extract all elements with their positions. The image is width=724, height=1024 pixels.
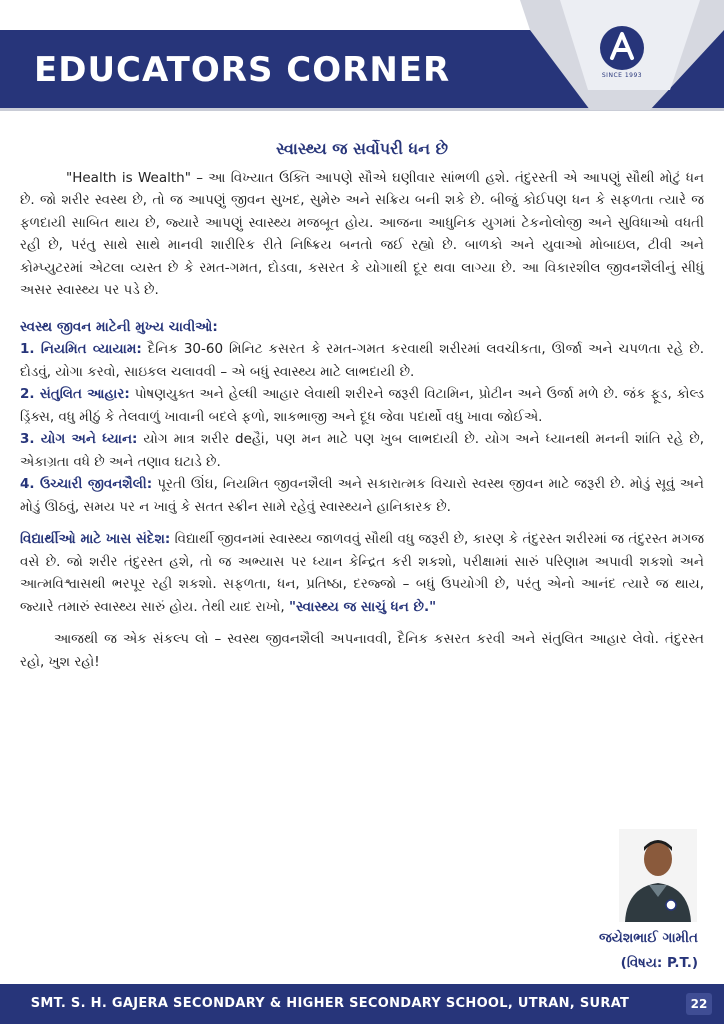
point-text: દૈનિક 30-60 મિનિટ કસરત કે રમત-ગમત કરવાથી શરીરમાં લવચીકતા, ઊર્જા અને ચપળતા રહે છે. દોડવું, યોગા કરવો, સાઇકલ ચલાવવી – એ બધું સ્વાસ્થ્ય માટે લાભદાયી છે. bbox=[20, 341, 704, 380]
school-logo bbox=[520, 0, 724, 112]
closing-paragraph: આજથી જ એક સંકલ્પ લો – સ્વસ્થ જીવનશૈલી અપનાવવી, દૈનિક કસરત કરવી અને સંતુલિત આહાર લેવો. તંદુરસ્ત રહો, ખુશ રહો! bbox=[20, 631, 704, 670]
page-number: 22 bbox=[686, 993, 712, 1015]
footer-school-name: SMT. S. H. GAJERA SECONDARY & HIGHER SECONDARY SCHOOL, UTRAN, SURAT bbox=[30, 996, 630, 1011]
logo-since-text: SINCE 1993 bbox=[601, 72, 643, 79]
intro-paragraph: "Health is Wealth" – આ વિખ્યાત ઉક્તિ આપણે સૌએ ઘણીવાર સાંભળી હશે. તંદુરસ્તી એ આપણું સૌથી મોટું ધન છે. જો શરીર સ્વસ્થ છે, તો જ આપણું જીવન સુખદ, સુમેરુ અને સક્રિય બની શકે છે. બીજું કોઈપણ ધન કે સફળતા ત્યારે જ ફળદાયી સાબિત થાય છે, જ્યારે આપણું સ્વાસ્થ્ય મજબૂત હોય. આજના આધુનિક યુગમાં ટેકનોલોજી અને સુવિધાઓ વધતી રહી છે, પરંતુ સાથે સાથે માનવી શારીરિક રીતે નિષ્ક્રિય બનતો જઈ રહ્યો છે. બાળકો અને યુવાઓ મોબાઇલ, ટીવી અને કોમ્પ્યુટરમાં એટલા વ્યસ્ત છે કે રમત-ગમત, દોડવા, કસરત કે યોગાથી દૂર થવા લાગ્યા છે. આ વિકારશીલ જીવનશૈલીનું સીધું અસર સ્વાસ્થ્ય પર પડે છે. bbox=[20, 169, 704, 298]
footer-bar bbox=[0, 984, 724, 1024]
point-text: યોગ માત્ર શરીર deહૈાં, પણ મન માટે પણ ખુબ લાભદાયી છે. યોગ અને ધ્યાનથી મનની શાંતિ રહે છે, એકાગ્રતા વધે છે અને તણાવ ઘટાડે છે. bbox=[20, 431, 705, 470]
article bbox=[20, 138, 704, 673]
author-subject: (વિષય: P.T.) bbox=[620, 955, 698, 971]
author-photo bbox=[619, 829, 697, 922]
point-text: પોષણયુક્ત અને હેલ્ધી આહાર લેવાથી શરીરને જરૂરી વિટામિન, પ્રોટીન અને ઉર્જા મળે છે. જંક ફૂડ, કોલ્ડ ડ્રિંક્સ, વધુ મીઠું કે તેલવાળું ખાવાની બદલે ફળો, શાકભાજી અને દૂધ જેવા પદાર્થો વધુ ખાવા જોઈએ. bbox=[20, 386, 704, 425]
keys-heading: સ્વસ્થ જીવન માટેની મુખ્ય ચાવીઓ: bbox=[20, 318, 218, 335]
point-text: પૂરતી ઊંઘ, નિયમિત જીવનશૈલી અને સકારાત્મક વિચારો સ્વસ્થ જીવન માટે જરૂરી છે. મોડું સૂવું અને મોડું ઊઠવું, સમય પર ન ખાવું કે સતત સ્ક્રીન સામે રહેવું સ્વાસ્થ્યને હાનિકારક છે. bbox=[20, 476, 704, 515]
point-label: 2. સંતુલિત આહાર: bbox=[20, 386, 130, 402]
point-lifestyle bbox=[20, 473, 704, 518]
message-text: વિદ્યાર્થી જીવનમાં સ્વાસ્થ્ય જાળવવું સૌથી વધુ જરૂરી છે, કારણ કે તંદુરસ્ત શરીરમાં જ તંદુરસ્ત મગજ વસે છે. જો શરીર તંદુરસ્ત હશે, તો જ અભ્યાસ પર ધ્યાન કેન્દ્રિત કરી શકશો, પરીક્ષામાં સારું પરિણામ અપાવી શકશો અને આત્મવિશ્વાસથી ભરપૂર રહી શકશો. સફળતા, ધન, પ્રતિષ્ઠા, દરજ્જો – બધું ઉપયોગી છે, પરંતુ એનો આનંદ ત્યારે જ થાય, જ્યારે તમારું સ્વાસ્થ્ય સારું હોય. તેથી યાદ રાખો, bbox=[20, 531, 705, 615]
point-label: 4. ઉચ્ચારી જીવનશૈલી: bbox=[20, 476, 153, 492]
message-label: વિદ્યાર્થીઓ માટે ખાસ સંદેશ: bbox=[20, 531, 171, 547]
message-quote: "સ્વાસ્થ્ય જ સાચું ધન છે." bbox=[288, 598, 437, 615]
point-diet bbox=[20, 383, 704, 428]
point-label: 1. નિયમિત વ્યાયામ: bbox=[20, 341, 142, 357]
page-header-title: EDUCATORS CORNER bbox=[34, 50, 451, 90]
point-exercise bbox=[20, 338, 704, 383]
author-name: જયેશભાઈ ગામીત bbox=[599, 930, 698, 946]
point-yoga bbox=[20, 428, 704, 473]
logo-icon bbox=[520, 0, 724, 112]
student-message bbox=[20, 528, 704, 618]
person-icon bbox=[619, 829, 697, 922]
point-label: 3. યોગ અને ધ્યાન: bbox=[20, 431, 138, 447]
article-title: સ્વાસ્થ્ય જ સર્વોપરી ધન છે bbox=[275, 139, 448, 158]
